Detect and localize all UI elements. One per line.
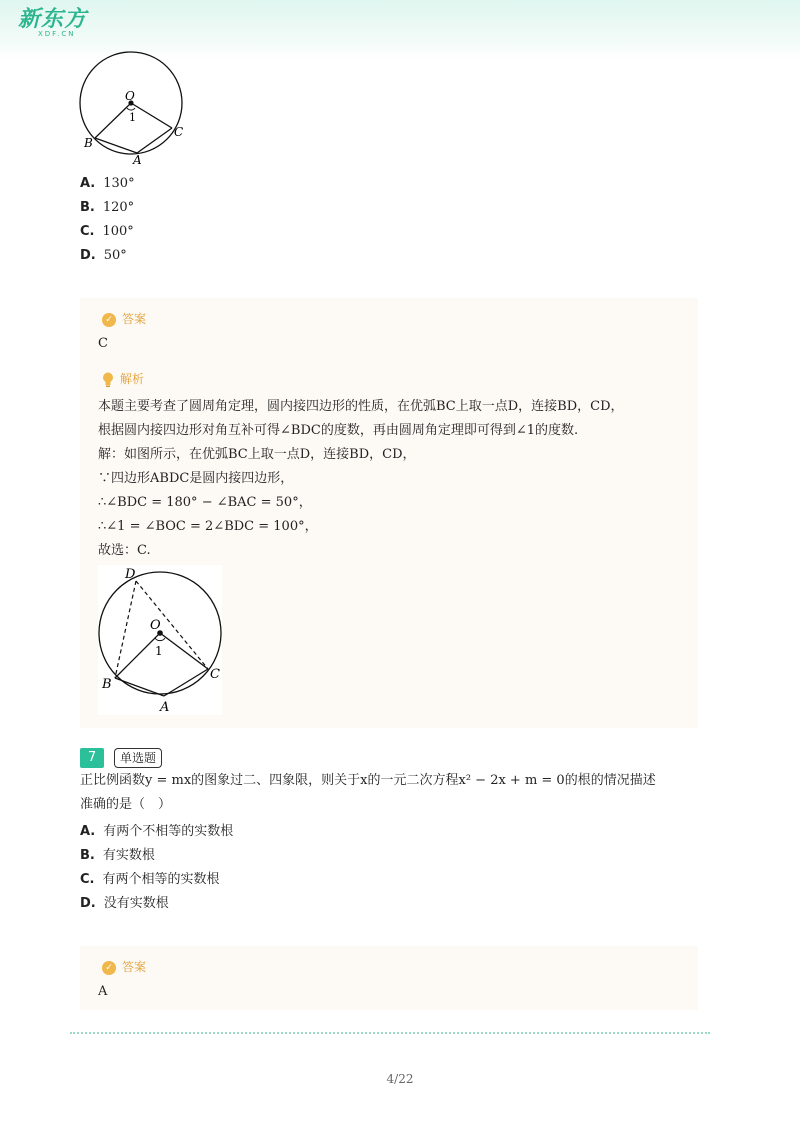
answer-box (80, 946, 698, 1010)
analysis-heading (102, 370, 144, 387)
option-text: 没有实数根 (103, 896, 169, 911)
page-number: 4/22 (386, 1072, 414, 1086)
option-text: 120° (102, 200, 135, 215)
option-label: D. (80, 248, 96, 263)
logo-text: 新东方 (18, 7, 88, 32)
label-C: C (210, 667, 220, 682)
analysis-line-6: ∴∠1 = ∠BOC = 2∠BDC = 100°， (98, 519, 318, 534)
label-angle-1: 1 (155, 644, 163, 658)
page-divider (70, 1032, 710, 1034)
answer-heading (102, 958, 146, 975)
option-text: 50° (103, 248, 127, 263)
option-label: D. (80, 896, 96, 911)
option-text: 100° (102, 224, 134, 239)
question-type-tag: 单选题 (114, 748, 162, 768)
option-a[interactable] (80, 823, 233, 841)
option-c[interactable] (80, 223, 134, 241)
lightbulb-icon (102, 372, 114, 387)
option-d[interactable] (80, 895, 169, 913)
answer-heading-text: 答案 (122, 960, 147, 974)
option-label: B. (80, 848, 95, 863)
check-icon: ✓ (102, 313, 116, 327)
option-c[interactable] (80, 871, 220, 889)
question-number: 7 (80, 748, 104, 768)
answer-heading-text: 答案 (122, 312, 147, 326)
analysis-heading-text: 解析 (120, 372, 145, 386)
analysis-line-2: 根据圆内接四边形对角互补可得∠BDC的度数，再由圆周角定理即可得到∠1的度数. (98, 423, 579, 438)
option-label: C. (80, 872, 95, 887)
answer-value: A (98, 984, 108, 999)
option-b[interactable] (80, 847, 155, 865)
analysis-line-5: ∴∠BDC = 180° − ∠BAC = 50°， (98, 495, 312, 510)
analysis-line-7: 故选：C. (98, 543, 151, 558)
question-stem-line-2: 准确的是（ ） (80, 797, 172, 812)
brand-logo (18, 8, 87, 38)
circle-figure-1 (78, 50, 190, 168)
label-D: D (125, 567, 136, 582)
label-B: B (84, 136, 93, 150)
option-text: 有实数根 (102, 848, 155, 863)
question-stem-line-1: 正比例函数y = mx的图象过二、四象限，则关于x的一元二次方程x² − 2x + m = 0的根的情况描述 (80, 773, 656, 788)
option-label: C. (80, 224, 95, 239)
label-A: A (133, 153, 142, 167)
option-b[interactable] (80, 199, 134, 217)
label-O: O (125, 89, 135, 103)
option-text: 有两个不相等的实数根 (103, 824, 234, 839)
analysis-line-1: 本题主要考查了圆周角定理，圆内接四边形的性质，在优弧BC上取一点D，连接BD，CD， (98, 399, 624, 414)
check-icon: ✓ (102, 961, 116, 975)
answer-value: C (98, 336, 108, 351)
option-text: 130° (103, 176, 135, 191)
label-O: O (150, 618, 161, 633)
analysis-line-4: ∵四边形ABDC是圆内接四边形， (98, 471, 294, 486)
label-B: B (102, 677, 112, 692)
circle-figure-2 (98, 565, 222, 715)
option-label: B. (80, 200, 95, 215)
answer-analysis-box (80, 298, 698, 728)
option-a[interactable] (80, 175, 135, 193)
option-label: A. (80, 824, 96, 839)
label-angle-1: 1 (129, 111, 136, 124)
option-label: A. (80, 176, 96, 191)
label-C: C (174, 125, 184, 139)
analysis-line-3: 解：如图所示，在优弧BC上取一点D，连接BD，CD， (98, 447, 416, 462)
option-text: 有两个相等的实数根 (102, 872, 220, 887)
label-A: A (160, 700, 170, 715)
answer-heading (102, 310, 146, 327)
logo-subtext: XDF.CN (38, 30, 76, 38)
option-d[interactable] (80, 247, 127, 265)
